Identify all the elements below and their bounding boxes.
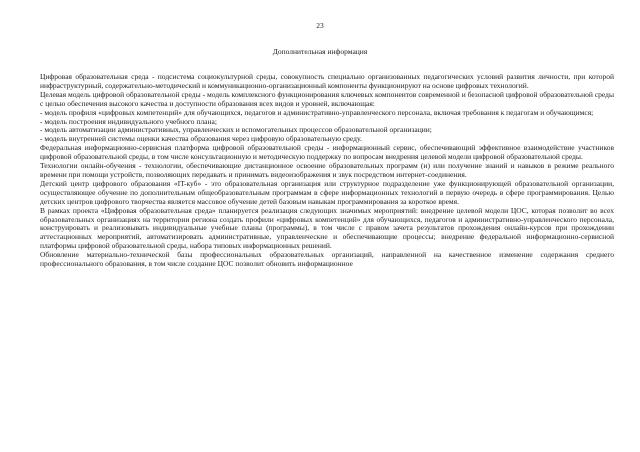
list-item-competency-profile: - модель профиля «цифровых компетенций» для обучающихся, педагогов и административно-управленческого персонала, включая требования к педагогам и обучающимся; xyxy=(40,107,594,117)
list-item-quality-assessment: - модель внутренней системы оценки качества образования через цифровую образовательную среду. xyxy=(40,134,362,144)
paragraph-definition-target-model: Целевая модель цифровой образовательной среды - модель комплексного функционирования ключевых компонентов современной и безопасной цифровой образовательной среды с целью обеспечения высокого качества и доступности образования всех видов и уровней, включающая: xyxy=(40,89,614,108)
list-item-individual-plan: - модель построения индивидуального учебного плана; xyxy=(40,116,217,126)
document-body xyxy=(40,73,614,269)
paragraph-definition-digital-environment: Цифровая образовательная среда - подсистема социокультурной среды, совокупность специально организованных педагогических условий развития личности, при которой инфраструктурный, содержательно-методический и коммуникационно-организационный компоненты функционируют на основе цифровых технологий. xyxy=(40,72,614,90)
page-number: 23 xyxy=(316,21,324,30)
list-item-automation: - модель автоматизации административных, управленческих и вспомогательных процессов образовательной организации; xyxy=(40,125,432,135)
paragraph-project-activities: В рамках проекта «Цифровая образовательная среда» планируется реализация следующих значимых мероприятий: внедрение целевой модели ЦОС, которая позволит во всех образовательных организациях на территории региона создать профили «цифровых компетенций» для обучающихся, педагогов и административно-управленческого персонала, конструировать и реализовывать индивидуальные учебные планы (программы), в том числе с правом зачета результатов прохождения онлайн-курсов при прохождении аттестационных мероприятий, автоматизировать административные, управленческие и обеспечивающие процессы; внедрение федеральной информационно-сервисной платформы цифровой образовательной среды, набора типовых информационных решений. xyxy=(40,205,614,251)
paragraph-definition-it-cube: Детский центр цифрового образования «IT-куб» - это образовательная организация или структурное подразделение уже функционирующей образовательной организации, осуществляющее обучение по дополнительным общеобразовательным программам в сфере информационных технологий в первую очередь в сфере программирования. Целью детских центров цифрового творчества является массовое обучение детей базовым навыкам программирования за короткое время. xyxy=(40,178,614,206)
paragraph-definition-online-learning: Технологии онлайн-обучения - технологии, обеспечивающие дистанционное освоение образовательных программ (и) или получение знаний и навыков в режиме реального времени при помощи устройств, позволяющих передавать и принимать видеоизображения и звук посредством интернет-соединения. xyxy=(40,161,614,179)
paragraph-definition-federal-platform: Федеральная информационно-сервисная платформа цифровой образовательной среды - информационный сервис, обеспечивающий эффективное взаимодействие участников цифровой образовательной среды, в том числе консультационную и методическую поддержку по вопросам внедрения целевой модели цифровой образовательной среды. xyxy=(40,143,614,162)
section-heading: Дополнительная информация xyxy=(272,47,368,56)
paragraph-material-base-update: Обновление материально-технической базы профессиональных образовательных организаций, направленной на качественное изменение содержания среднего профессионального образования, в том числе создание ЦОС позволит обновить информационное xyxy=(40,250,614,269)
